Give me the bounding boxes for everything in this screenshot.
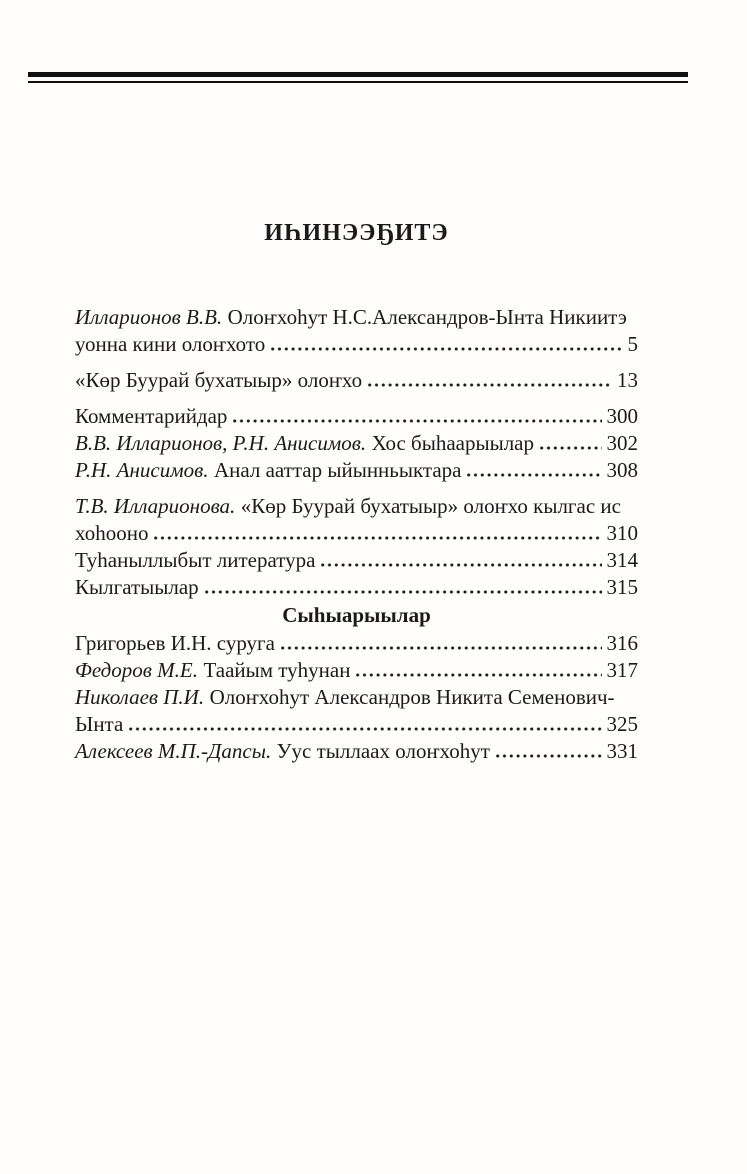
entry-leader-line [75, 711, 638, 738]
dot-leader [233, 419, 601, 423]
dot-leader [321, 563, 601, 567]
entry-title: Олоҥхоһут Александров Никита Семенович- [209, 685, 615, 709]
entry-page-number: 315 [606, 575, 638, 599]
dot-leader [271, 347, 622, 351]
entry-page-number: 317 [606, 658, 638, 682]
toc-entry [75, 457, 638, 484]
entry-title: «Көр Буурай бухатыыр» олоҥхо кылгас ис [240, 494, 621, 518]
contents-title: ИҺИНЭЭҔИТЭ [264, 220, 449, 246]
entry-text-line [75, 304, 638, 331]
dot-leader [368, 383, 612, 387]
entry-author: Николаев П.И. [75, 685, 205, 709]
entry-leader-line [75, 630, 638, 657]
dot-leader [467, 473, 601, 477]
entry-text-line [75, 493, 638, 520]
entry-title: Комментарийдар [75, 404, 228, 428]
header-double-rule [28, 72, 688, 83]
entry-leader-line [75, 574, 638, 601]
toc-entry [75, 630, 638, 657]
entry-title: Кылгатыылар [75, 575, 199, 599]
entry-title-continuation: Ынта [75, 712, 124, 736]
entry-text-line [75, 684, 638, 711]
toc-entry [75, 430, 638, 457]
entry-page-number: 5 [627, 332, 638, 356]
entry-title: «Көр Буурай бухатыыр» олоҥхо [75, 368, 363, 392]
toc-entry [75, 367, 638, 394]
entry-page-number: 308 [606, 458, 638, 482]
dot-leader [356, 673, 601, 677]
toc-entry [75, 738, 638, 765]
entry-leader-line [75, 657, 638, 684]
toc-entry [75, 304, 638, 358]
toc-entry [75, 684, 638, 738]
entry-page-number: 331 [606, 739, 638, 763]
entry-page-number: 325 [606, 712, 638, 736]
toc-entry [75, 403, 638, 430]
entry-page-number: 314 [606, 548, 638, 572]
section-heading: Сыһыарыылар [282, 603, 431, 627]
entry-page-number: 316 [606, 631, 638, 655]
entry-title: Олоҥхоһут Н.С.Александров-Ынта Никиитэ [227, 305, 627, 329]
entry-title: Уус тыллаах олоҥхоһут [276, 739, 490, 763]
entry-leader-line [75, 403, 638, 430]
toc-entry [75, 574, 638, 601]
toc-entry [75, 547, 638, 574]
entry-author: Т.В. Илларионова. [75, 494, 236, 518]
entry-leader-line [75, 457, 638, 484]
entry-title: Туһаныллыбыт литература [75, 548, 316, 572]
entry-title: Григорьев И.Н. суруга [75, 631, 275, 655]
entry-leader-line [75, 520, 638, 547]
entry-title-continuation: уонна кини олоҥхото [75, 332, 266, 356]
toc-entry [75, 493, 638, 547]
entry-title: Таайым туһунан [203, 658, 351, 682]
entry-page-number: 13 [617, 368, 638, 392]
dot-leader [496, 754, 602, 758]
dot-leader [129, 727, 601, 731]
entry-page-number: 300 [606, 404, 638, 428]
dot-leader [154, 536, 601, 540]
entry-leader-line [75, 547, 638, 574]
table-of-contents [75, 219, 638, 765]
entry-author: Федоров М.Е. [75, 658, 198, 682]
entry-title-continuation: хоһооно [75, 521, 149, 545]
entry-author: Илларионов В.В. [75, 305, 223, 329]
entry-leader-line [75, 367, 638, 394]
entry-leader-line [75, 331, 638, 358]
dot-leader [540, 446, 601, 450]
toc-entry [75, 657, 638, 684]
dot-leader [281, 646, 602, 650]
entry-author: Алексеев М.П.-Дапсы. [75, 739, 272, 763]
entry-author: В.В. Илларионов, Р.Н. Анисимов. [75, 431, 367, 455]
entry-leader-line [75, 430, 638, 457]
entry-author: Р.Н. Анисимов. [75, 458, 209, 482]
entry-title: Хос быһаарыылар [371, 431, 535, 455]
entry-page-number: 302 [606, 431, 638, 455]
entry-leader-line [75, 738, 638, 765]
dot-leader [205, 590, 602, 594]
entry-page-number: 310 [606, 521, 638, 545]
entry-title: Анал ааттар ыйынньыктара [213, 458, 462, 482]
